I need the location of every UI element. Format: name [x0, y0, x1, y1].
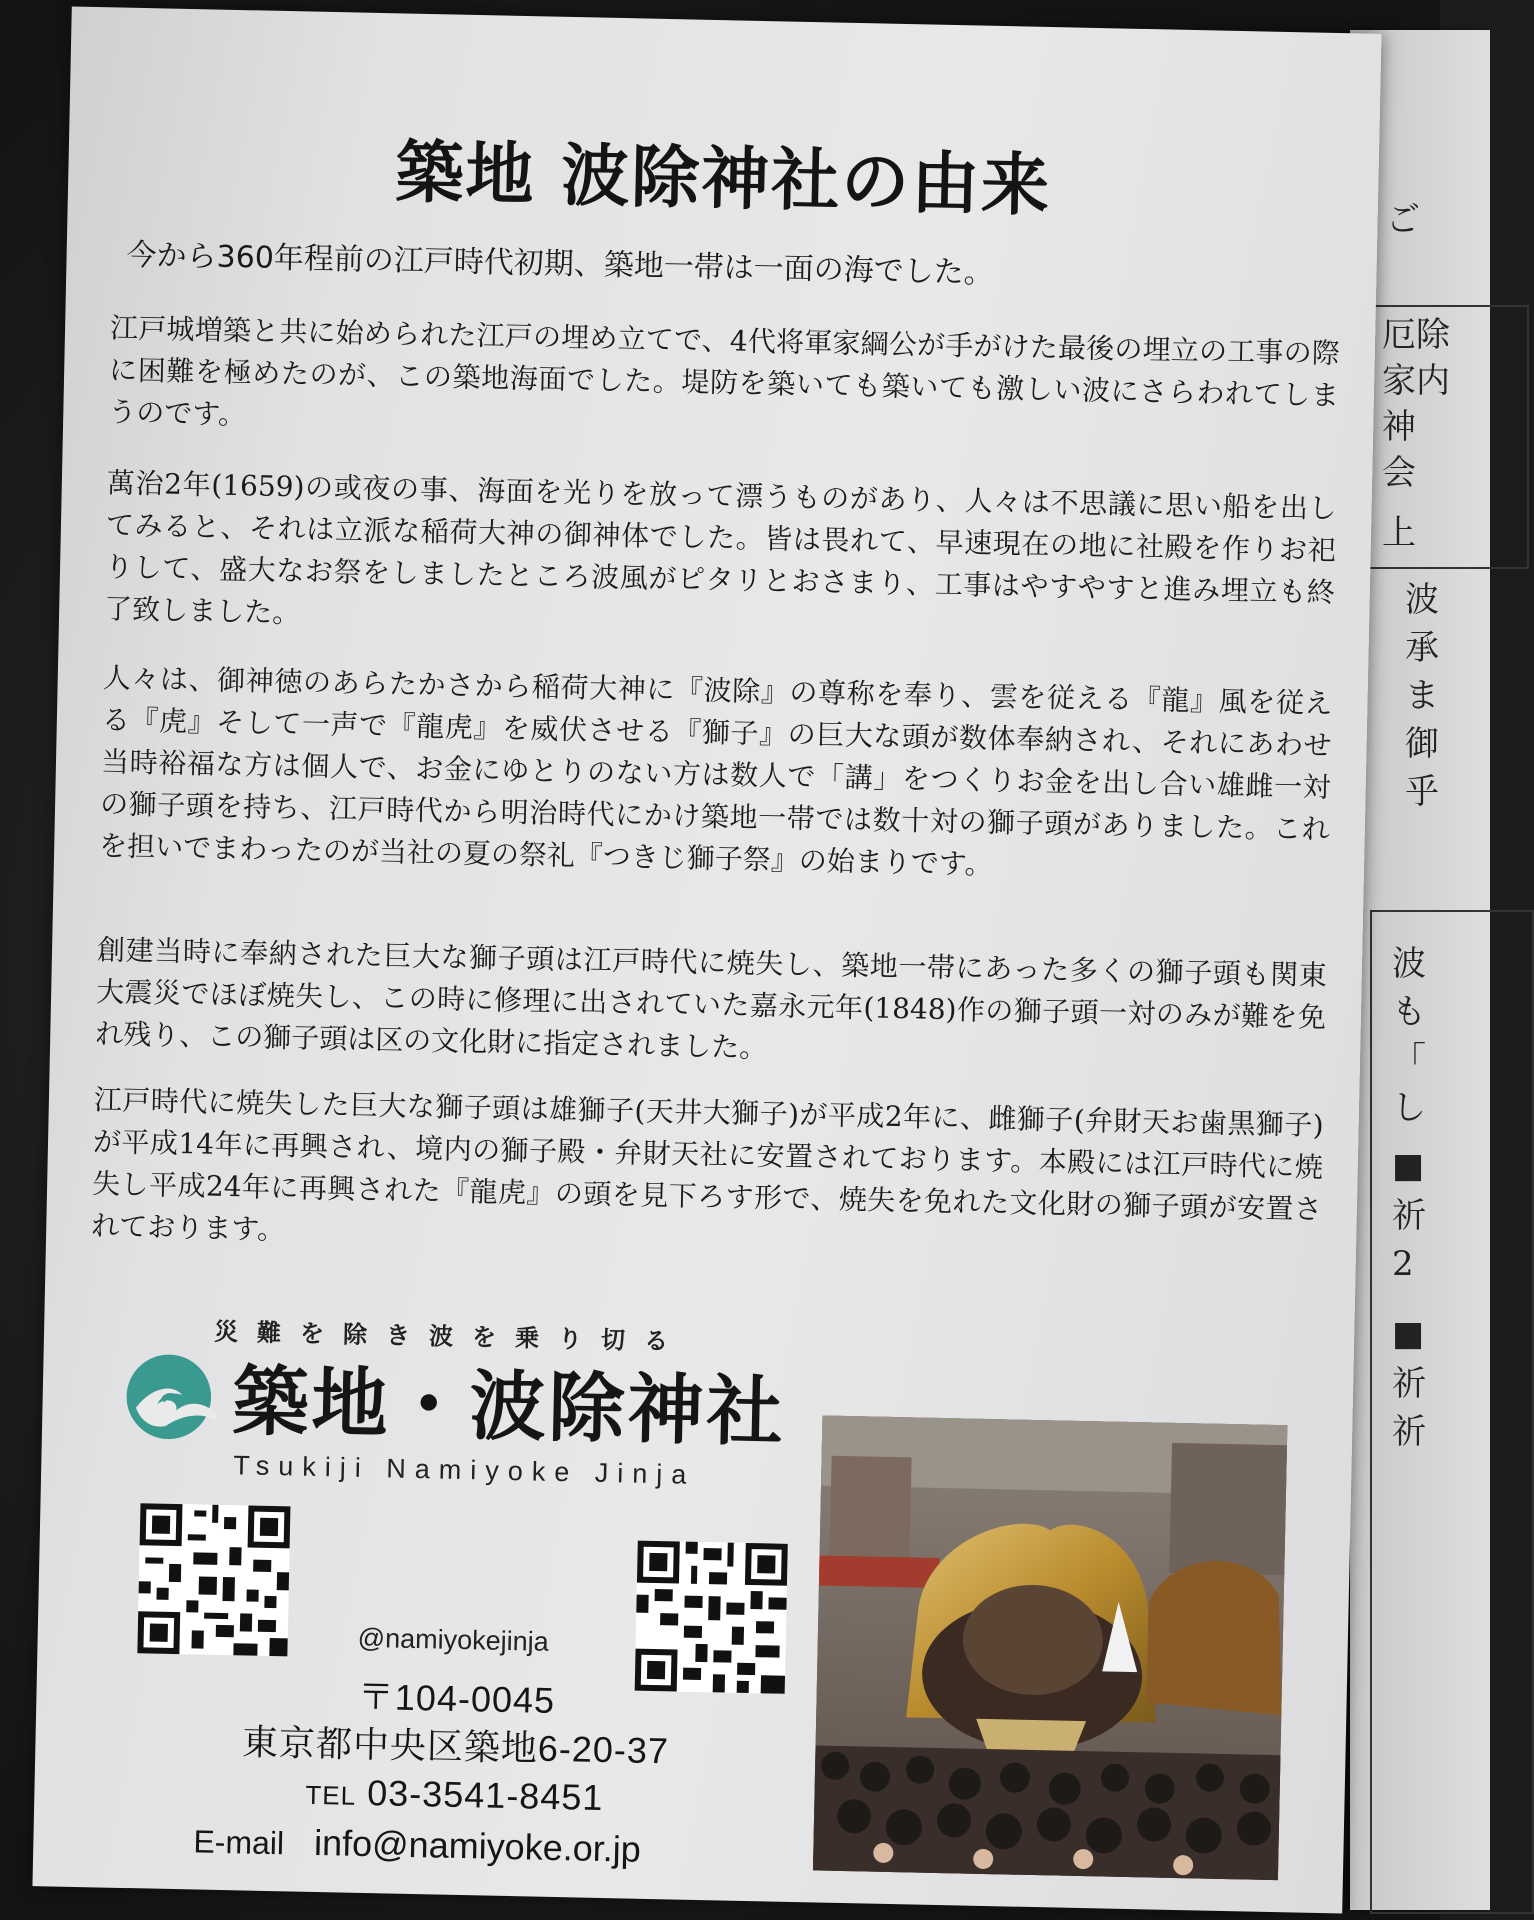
right-box1-line: 神	[1382, 407, 1416, 447]
paragraph-1: 江戸城増築と共に始められた江戸の埋め立てで、4代将軍家綱公が手がけた最後の埋立の工事の際に困難を極めたのが、この築地海面でした。堤防を築いても築いても激しい波にさらわれてしまうのです。	[108, 311, 1341, 432]
lead-sentence: 今から360年程前の江戸時代初期、築地一帯は一面の海でした。	[126, 237, 995, 291]
paragraph-3: 人々は、御神徳のあらたかさから稲荷大神に『波除』の尊称を奉り、雲を従える『龍』風を従える『虎』そして一声で『龍虎』を威伏させる『獅子』の巨大な頭が数体奉納され、それにあわせ当時裕福な方は個人で、お金にゆとりのない方は数人で「講」をつくりお金を出し合い雄雌一対の獅子頭を持ち、江戸時代から明治時代にかけ築地一帯では数十対の獅子頭がありました。これを担いでまわったのが当社の夏の祭礼『つきじ獅子祭』の始まりです。	[98, 661, 1333, 881]
right-page-header: ご	[1386, 200, 1420, 240]
contact-block	[193, 1670, 707, 1876]
tel-label: TEL	[305, 1779, 357, 1811]
right-box2-line: し	[1392, 1088, 1426, 1128]
festival-photo	[813, 1416, 1287, 1881]
paragraph-4: 創建当時に奉納された巨大な獅子頭は江戸時代に焼失し、築地一帯にあった多くの獅子頭も関東大震災でほぼ焼失し、この時に修理に出されていた嘉永元年(1848)作の獅子頭一対のみが難を免れ残り、この獅子頭は区の文化財に指定されました。	[94, 933, 1328, 1065]
right-bullet-line: 2	[1392, 1244, 1414, 1284]
shrine-logo-name: 築地・波除神社	[231, 1356, 787, 1457]
right-bullet-line: 祈	[1392, 1196, 1426, 1236]
social-handle: @namiyokejinja	[357, 1622, 550, 1657]
paragraph-2: 萬治2年(1659)の或夜の事、海面を光りを放って漂うものがあり、人々は不思議に思い船を出してみると、それは立派な稲荷大神の御神体でした。皆は畏れて、早速現在の地に社殿を作りお祀りして、盛大なお祭をしましたところ波風がピタリとおさまり、工事はやすやすと進み埋立も終了致しました。	[103, 466, 1337, 630]
page-title: 築地 波除神社の由来	[394, 133, 1052, 227]
email-address[interactable]: info@namiyoke.or.jp	[313, 1821, 642, 1870]
right-box1-line: 厄除	[1382, 315, 1450, 355]
tel-number: 03-3541-8451	[366, 1772, 604, 1819]
right-page-box-2	[1370, 910, 1534, 1914]
right-bullet-line: 祈	[1392, 1412, 1426, 1452]
right-col-line: 承	[1405, 628, 1439, 668]
shrine-logo-romanized: Tsukiji Namiyoke Jinja	[233, 1450, 696, 1490]
wave-logo-icon	[122, 1348, 220, 1446]
email-label: E-mail	[193, 1823, 285, 1862]
leaflet-page	[32, 6, 1381, 1913]
right-page-box-1	[1365, 305, 1529, 569]
right-col-line: 波	[1405, 580, 1439, 620]
qr-code-icon[interactable]	[137, 1503, 290, 1656]
email-line	[193, 1816, 704, 1876]
right-bullet-line: 祈	[1392, 1364, 1426, 1404]
right-box1-line: 会	[1382, 453, 1416, 493]
right-box2-line: 「	[1392, 1040, 1426, 1080]
right-box1-line: 家内	[1382, 361, 1450, 401]
postal-code: 〒104-0045	[357, 1675, 556, 1721]
right-box2-line: 波	[1392, 944, 1426, 984]
qr-code-icon[interactable]	[635, 1541, 788, 1694]
tagline: 災難を除き波を乗り切る	[213, 1317, 688, 1356]
right-box2-line: も	[1392, 992, 1426, 1032]
right-col-line: ま	[1405, 676, 1439, 716]
right-bullet: ■	[1392, 1146, 1425, 1186]
right-bullet: ■	[1392, 1314, 1425, 1354]
right-box1-line: 上	[1382, 513, 1416, 553]
right-col-line: 乎	[1405, 772, 1439, 812]
address: 東京都中央区築地6-20-37	[241, 1721, 670, 1772]
right-col-line: 御	[1405, 724, 1439, 764]
paragraph-5: 江戸時代に焼失した巨大な獅子頭は雄獅子(天井大獅子)が平成2年に、雌獅子(弁財天お歯黒獅子)が平成14年に再興され、境内の獅子殿・弁財天社に安置されております。本殿には江戸時代に焼失し平成24年に再興された『龍虎』の頭を見下ろす形で、焼失を免れた文化財の獅子頭が安置されております。	[90, 1083, 1325, 1247]
